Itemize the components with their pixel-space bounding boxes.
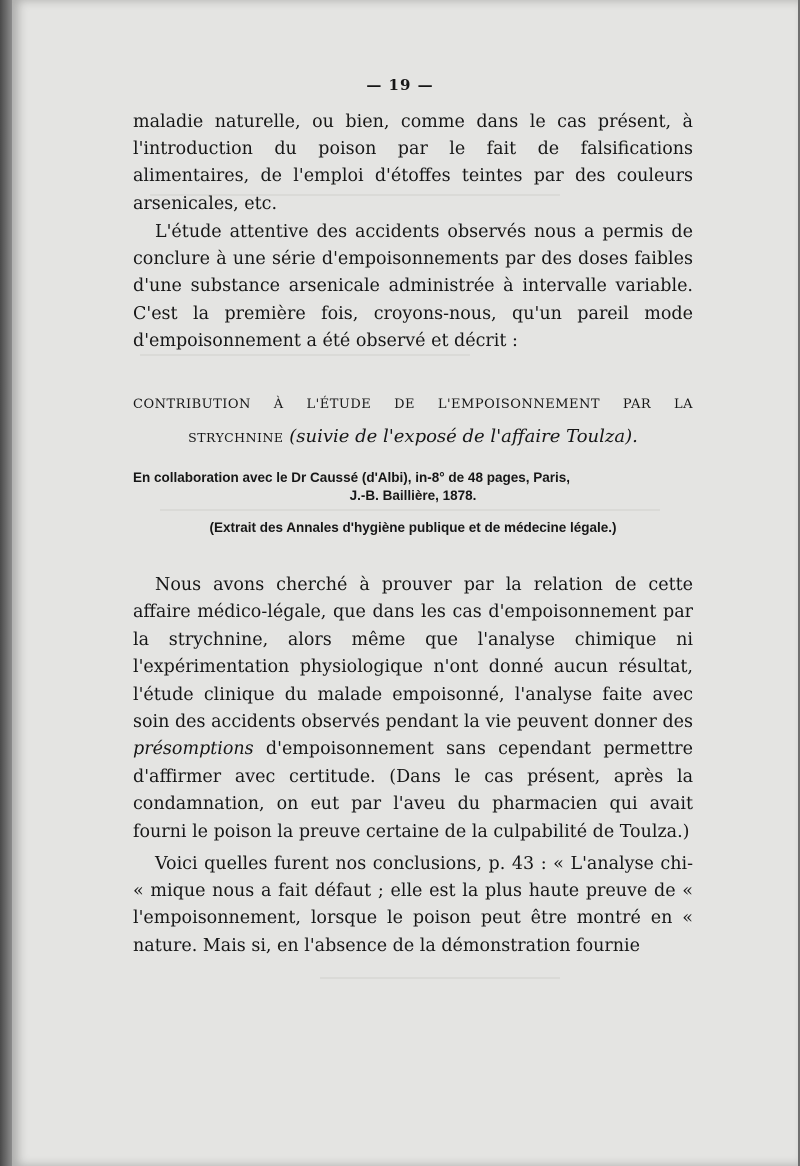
publication-title-word: STRYCHNINE bbox=[188, 430, 284, 445]
paragraph-study-arsenic-text: L'étude attentive des accidents observés nous a permis de conclure à une série d'empoisonnements par des doses faibles d'une substance arsenicale administrée à intervalle variable. C'est la première fois, croyons-nous, qu'un pareil mode d'empoisonnement a été observé et décrit : bbox=[133, 222, 693, 351]
publication-title: CONTRIBUTION À L'ÉTUDE DE L'EMPOISONNEMENT PAR LA bbox=[133, 397, 693, 412]
paragraph-strychnine-text-b: d'empoisonnement sans cependant permettre d'affirmer avec certitude. (Dans le cas présent, après la condamnation, on eut par l'aveu du pharmacien qui avait fourni le poison la preuve certaine de la culpabilité de Toulza.) bbox=[133, 739, 693, 842]
paragraph-strychnine-text-a: Nous avons cherché à prouver par la relation de cette affaire médico-légale, que dans les cas d'empoisonnement par la strychnine, alors même que l'analyse chimique ni l'expérimentation physiologique n'ont donné aucun résultat, l'étude clinique du malade empoisonné, l'analyse faite avec soin des accidents observés pendant la vie peuvent donner des bbox=[133, 575, 693, 733]
paragraph-continuation: maladie naturelle, ou bien, comme dans le cas présent, à l'introduction du poison par le fait de falsifications alimentaires, de l'emploi d'étoffes teintes par des couleurs arsenicales, etc. bbox=[133, 112, 693, 214]
page-number: — 19 — bbox=[366, 76, 434, 94]
publication-subtitle-italic: (suivie de l'exposé de l'affaire Toulza). bbox=[289, 426, 638, 447]
page-binding-edge bbox=[0, 0, 12, 1166]
paragraph-study-arsenic bbox=[133, 219, 693, 355]
extract-note: (Extrait des Annales d'hygiène publique et de médecine légale.) bbox=[209, 520, 617, 535]
publication-subtitle bbox=[133, 426, 693, 447]
publisher-line: J.-B. Baillière, 1878. bbox=[349, 488, 477, 503]
paragraph-conclusions bbox=[133, 851, 693, 960]
paragraph-strychnine-case bbox=[133, 572, 693, 846]
paragraph-strychnine-italic: présomptions bbox=[133, 739, 254, 760]
paragraph-conclusions-text: Voici quelles furent nos conclusions, p. 43 : « L'analyse chi- « mique nous a fait défaut ; elle est la plus haute preuve de « l'empoisonnement, lorsque le poison peut être montré en « nature. Mais si, en l'absence de la démonstration fournie bbox=[133, 854, 693, 956]
collaboration-line: En collaboration avec le Dr Caussé (d'Albi), in-8° de 48 pages, Paris, bbox=[133, 470, 570, 485]
